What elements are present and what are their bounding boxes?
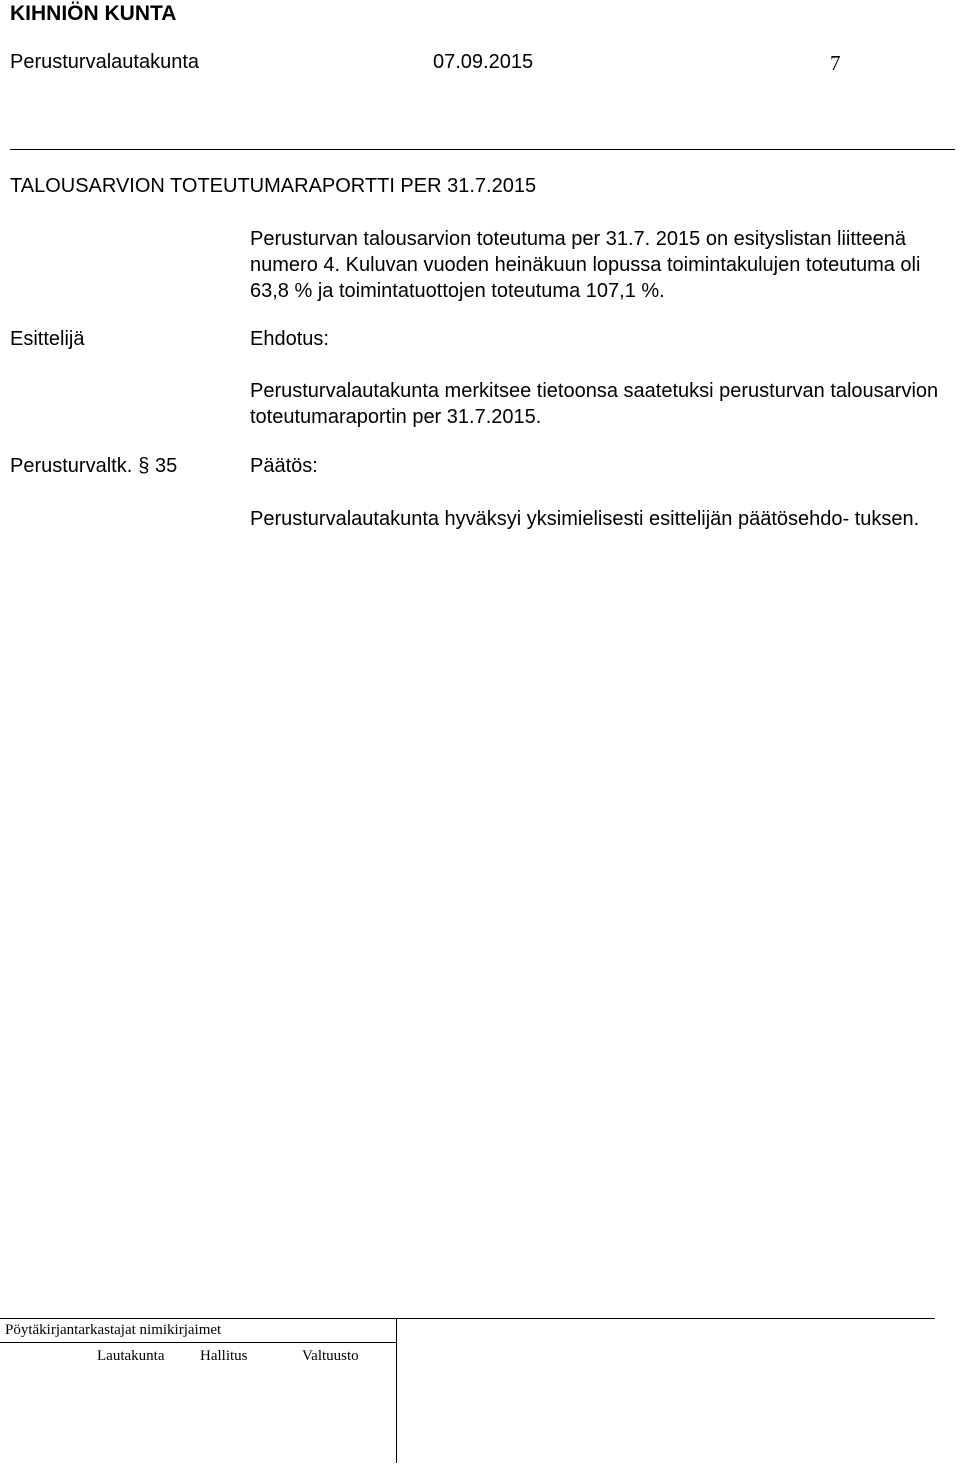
page-number: 7 <box>830 51 841 75</box>
presenter-label: Esittelijä <box>10 328 85 350</box>
meeting-date: 07.09.2015 <box>433 51 534 73</box>
paragraph-symbol: § <box>138 455 150 477</box>
footer-column-hallitus: Hallitus <box>200 1348 248 1364</box>
footer-initials-box <box>0 1318 397 1463</box>
header-divider <box>10 149 955 150</box>
meeting-reference <box>10 455 177 478</box>
intro-paragraph: Perusturvan talousarvion toteutuma per 31.7. 2015 on esityslistan liitteenä numero 4. Kuluvan vuoden heinäkuun lopussa toimintakulujen toteutuma oli 63,8 % ja toimintatuottojen toteutuma 107,1 %. <box>250 228 921 302</box>
footer-top-line <box>397 1318 935 1319</box>
decision-paragraph: Perusturvalautakunta hyväksyi yksimielisesti esittelijän päätösehdo- tuksen. <box>250 508 920 530</box>
board-name: Perusturvalautakunta <box>10 51 200 73</box>
footer-inner-line <box>0 1342 397 1343</box>
footer-title: Pöytäkirjantarkastajat nimikirjaimet <box>5 1322 222 1338</box>
proposal-paragraph: Perusturvalautakunta merkitsee tietoonsa saatetuksi perusturvan talousarvion toteutumaraportin per 31.7.2015. <box>250 380 939 428</box>
proposal-label: Ehdotus: <box>250 328 329 350</box>
organization-name: KIHNIÖN KUNTA <box>10 2 177 25</box>
section-title: TALOUSARVION TOTEUTUMARAPORTTI PER 31.7.2015 <box>10 175 537 197</box>
footer-column-lautakunta: Lautakunta <box>97 1348 165 1364</box>
meeting-ref-text: Perusturvaltk. <box>10 455 133 477</box>
decision-label: Päätös: <box>250 455 318 477</box>
paragraph-number: 35 <box>154 455 178 477</box>
footer-column-valtuusto: Valtuusto <box>302 1348 359 1364</box>
